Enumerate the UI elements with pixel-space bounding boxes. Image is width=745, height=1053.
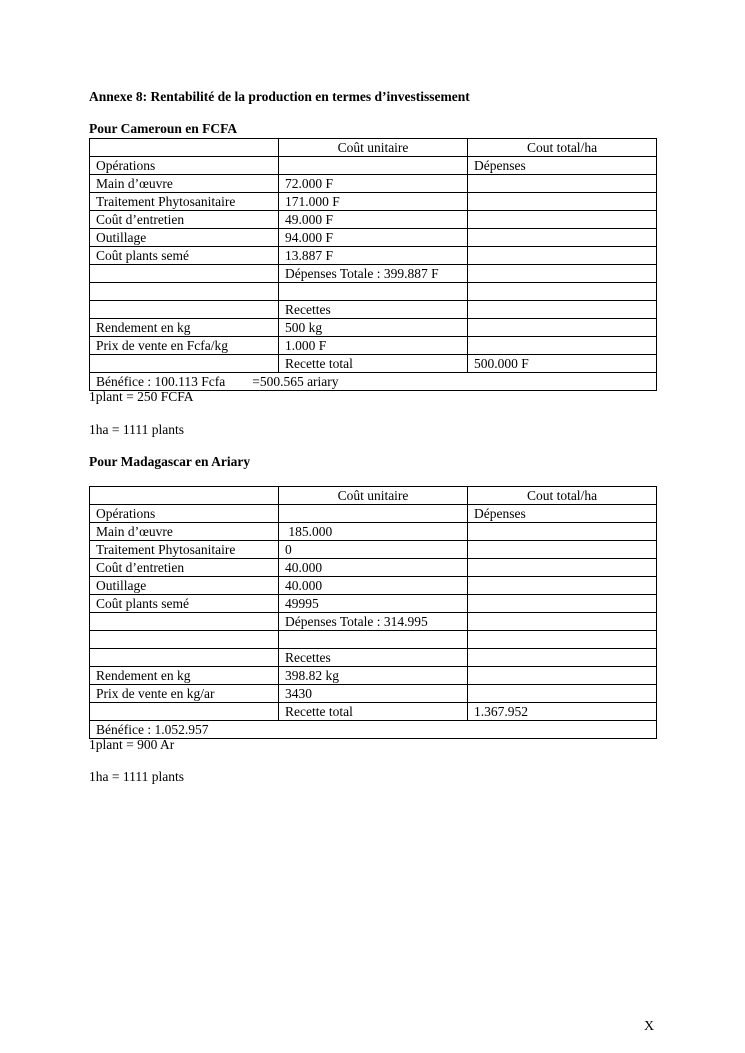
rendement-label: Rendement en kg [90,667,279,685]
table-cell [90,283,279,301]
table-row [90,157,657,175]
table-cell [468,211,657,229]
table-cell [468,523,657,541]
rendement-value: 500 kg [279,319,468,337]
note-plant-price: 1plant = 250 FCFA [89,389,194,404]
table-cell [468,577,657,595]
depenses-totale: Dépenses Totale : 399.887 F [279,265,468,283]
item-value: 40.000 [279,577,468,595]
table-row [90,283,657,301]
depenses-label: Dépenses [468,157,657,175]
recette-total-label: Recette total [279,703,468,721]
table-cell [468,229,657,247]
table-cell [468,247,657,265]
table-cell [279,505,468,523]
item-value: 185.000 [279,523,468,541]
operations-label: Opérations [90,505,279,523]
prix-value: 3430 [279,685,468,703]
table-row [90,265,657,283]
table-cell [279,631,468,649]
table-row [90,721,657,739]
table-cell [468,649,657,667]
table-row [90,487,657,505]
benefice-cell: Bénéfice : 100.113 Fcfa =500.565 ariary [90,373,657,391]
prix-label: Prix de vente en Fcfa/kg [90,337,279,355]
table-cell [90,355,279,373]
item-value: 40.000 [279,559,468,577]
prix-label: Prix de vente en kg/ar [90,685,279,703]
table-row [90,355,657,373]
col-total-header: Cout total/ha [468,487,657,505]
table-cell [90,703,279,721]
table-cell [468,667,657,685]
table-cell [468,685,657,703]
table-cell [468,541,657,559]
madagascar-heading: Pour Madagascar en Ariary [89,454,251,469]
item-label: Outillage [90,229,279,247]
table-cell [90,265,279,283]
table-row [90,631,657,649]
table-cell [90,613,279,631]
item-value: 49995 [279,595,468,613]
table-cell [468,559,657,577]
item-label: Coût d’entretien [90,559,279,577]
table-row [90,175,657,193]
item-label: Outillage [90,577,279,595]
table-cell [468,175,657,193]
annex-title: Annexe 8: Rentabilité de la production en termes d’investissement [89,89,470,104]
item-label: Coût d’entretien [90,211,279,229]
table-cell [468,301,657,319]
item-label: Main d’œuvre [90,523,279,541]
table-row [90,577,657,595]
table-row [90,703,657,721]
note-plant-price: 1plant = 900 Ar [89,737,175,752]
item-label: Coût plants semé [90,247,279,265]
table-cell [468,631,657,649]
benefice-cell: Bénéfice : 1.052.957 [90,721,657,739]
item-label: Traitement Phytosanitaire [90,193,279,211]
table-row [90,667,657,685]
cameroun-table [89,138,657,391]
table-cell [279,283,468,301]
table-row [90,541,657,559]
rendement-value: 398.82 kg [279,667,468,685]
table-cell [90,487,279,505]
table-cell [90,631,279,649]
table-row [90,337,657,355]
item-value: 0 [279,541,468,559]
table-row [90,247,657,265]
col-unit-header: Coût unitaire [279,139,468,157]
table-cell [90,301,279,319]
operations-label: Opérations [90,157,279,175]
item-value: 94.000 F [279,229,468,247]
table-row [90,139,657,157]
table-row [90,613,657,631]
table-row [90,229,657,247]
item-value: 13.887 F [279,247,468,265]
cameroun-heading: Pour Cameroun en FCFA [89,121,238,136]
recette-total-value: 500.000 F [468,355,657,373]
note-plants-per-ha: 1ha = 1111 plants [89,422,184,437]
table-cell [468,337,657,355]
table-cell [279,157,468,175]
table-row [90,373,657,391]
table-row [90,559,657,577]
table-row [90,211,657,229]
table-row [90,193,657,211]
table-row [90,505,657,523]
rendement-label: Rendement en kg [90,319,279,337]
page-number: X [644,1019,655,1034]
item-label: Coût plants semé [90,595,279,613]
col-total-header: Cout total/ha [468,139,657,157]
table-row [90,595,657,613]
recette-total-value: 1.367.952 [468,703,657,721]
table-cell [468,595,657,613]
depenses-totale: Dépenses Totale : 314.995 [279,613,468,631]
recettes-label: Recettes [279,301,468,319]
recette-total-label: Recette total [279,355,468,373]
item-label: Main d’œuvre [90,175,279,193]
table-row [90,649,657,667]
table-cell [468,193,657,211]
item-label: Traitement Phytosanitaire [90,541,279,559]
recettes-label: Recettes [279,649,468,667]
table-row [90,319,657,337]
madagascar-table [89,486,657,739]
table-cell [90,649,279,667]
table-row [90,301,657,319]
item-value: 171.000 F [279,193,468,211]
table-row [90,685,657,703]
table-row [90,523,657,541]
table-cell [468,265,657,283]
prix-value: 1.000 F [279,337,468,355]
table-cell [468,283,657,301]
table-cell [468,613,657,631]
item-value: 72.000 F [279,175,468,193]
note-plants-per-ha: 1ha = 1111 plants [89,769,184,784]
col-unit-header: Coût unitaire [279,487,468,505]
table-cell [468,319,657,337]
depenses-label: Dépenses [468,505,657,523]
item-value: 49.000 F [279,211,468,229]
table-cell [90,139,279,157]
